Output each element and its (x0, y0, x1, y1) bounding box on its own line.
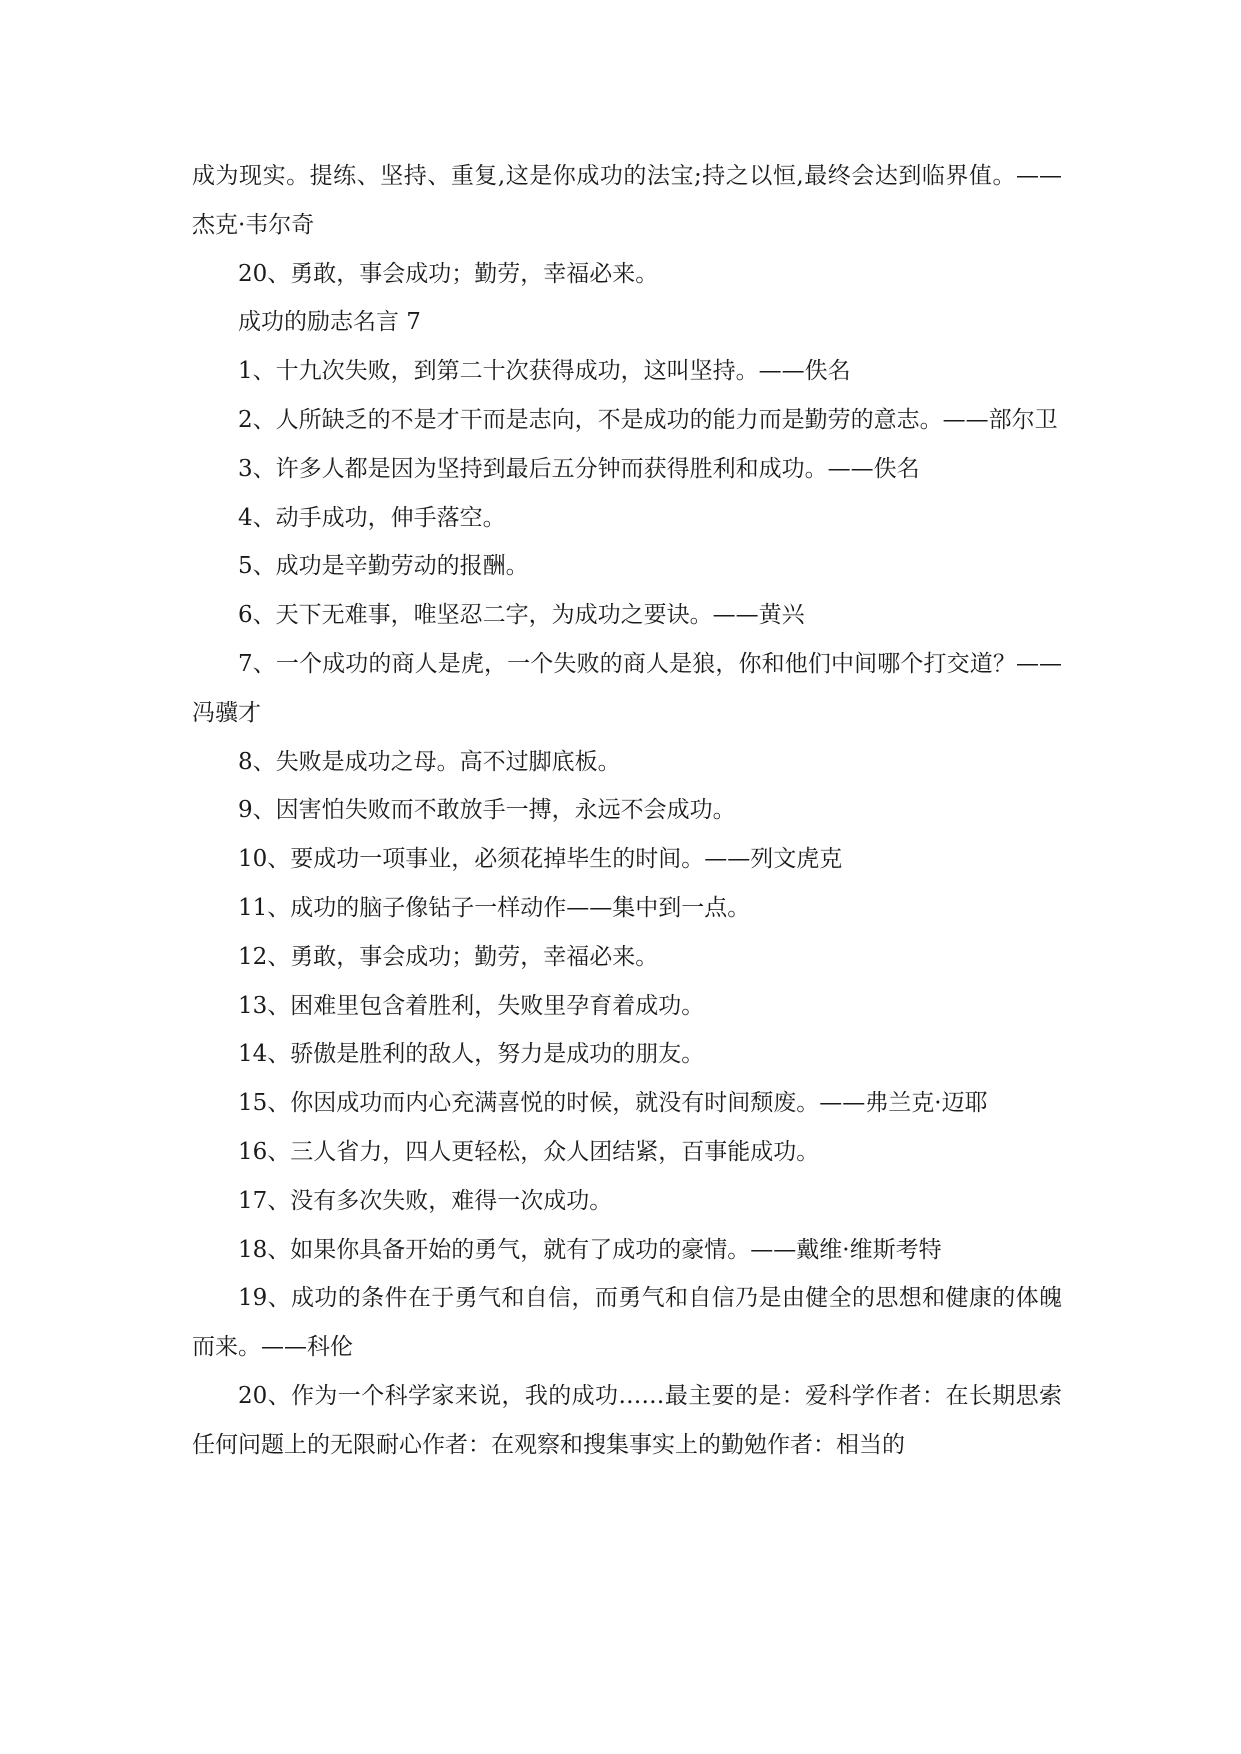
quote-item: 15、你因成功而内心充满喜悦的时候，就没有时间颓废。——弗兰克·迈耶 (238, 1090, 988, 1117)
quote-item: 18、如果你具备开始的勇气，就有了成功的豪情。——戴维·维斯考特 (238, 1236, 942, 1263)
quote-item: 8、失败是成功之母。高不过脚底板。 (238, 748, 621, 775)
quote-item: 16、三人省力，四人更轻松，众人团结紧，百事能成功。 (238, 1138, 820, 1165)
quote-item: 3、许多人都是因为坚持到最后五分钟而获得胜利和成功。——佚名 (238, 455, 920, 482)
quote-item: 2、人所缺乏的不是才干而是志向，不是成功的能力而是勤劳的意志。——部尔卫 (238, 406, 1058, 433)
quote-item: 4、动手成功，伸手落空。 (238, 504, 506, 531)
quote-item: 5、成功是辛勤劳动的报酬。 (238, 553, 529, 580)
quote-item: 11、成功的脑子像钻子一样动作——集中到一点。 (238, 894, 751, 921)
quote-item: 14、骄傲是胜利的敌人，努力是成功的朋友。 (238, 1041, 705, 1068)
quote-item: 19、成功的条件在于勇气和自信，而勇气和自信乃是由健全的思想和健康的体魄而来。——科伦 (192, 1285, 1062, 1361)
paragraph: 20、勇敢，事会成功；勤劳，幸福必来。 (238, 260, 659, 287)
document-body (192, 152, 1062, 1470)
quote-item: 6、天下无难事，唯坚忍二字，为成功之要诀。——黄兴 (238, 602, 805, 629)
quote-item: 17、没有多次失败，难得一次成功。 (238, 1187, 613, 1214)
quote-item: 13、困难里包含着胜利，失败里孕育着成功。 (238, 992, 705, 1019)
quote-item: 20、作为一个科学家来说，我的成功……最主要的是：爱科学作者：在长期思索任何问题上的无限耐心作者：在观察和搜集事实上的勤勉作者：相当的 (192, 1382, 1062, 1458)
quote-item: 7、一个成功的商人是虎，一个失败的商人是狼，你和他们中间哪个打交道？——冯骥才 (192, 650, 1062, 726)
quote-item: 9、因害怕失败而不敢放手一搏，永远不会成功。 (238, 797, 736, 824)
section-heading: 成功的励志名言 7 (238, 309, 421, 336)
quote-item: 12、勇敢，事会成功；勤劳，幸福必来。 (238, 943, 659, 970)
quote-item: 10、要成功一项事业，必须花掉毕生的时间。——列文虎克 (238, 846, 843, 873)
paragraph: 成为现实。提练、坚持、重复,这是你成功的法宝;持之以恒,最终会达到临界值。——杰克·韦尔奇 (192, 163, 1062, 238)
quote-item: 1、十九次失败，到第二十次获得成功，这叫坚持。——佚名 (238, 358, 851, 385)
